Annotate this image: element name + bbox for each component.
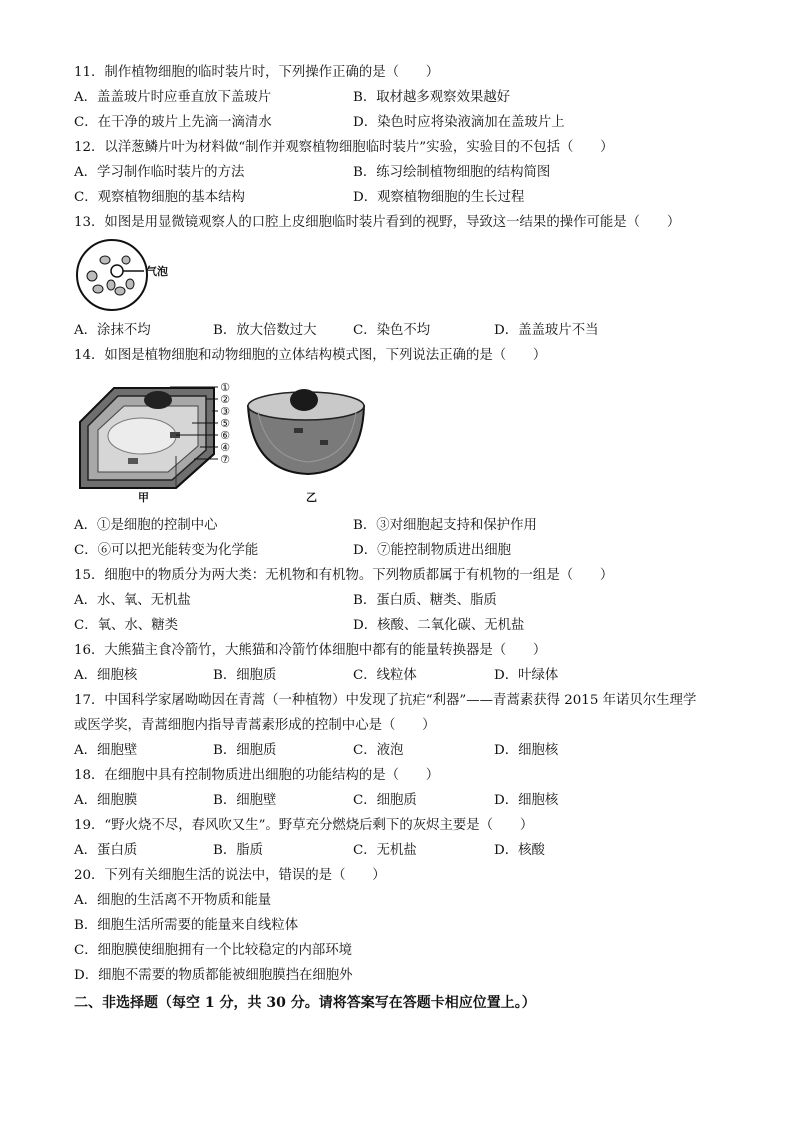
q12-option-b: B．练习绘制植物细胞的结构简图 [353, 165, 551, 180]
q18-option-b: B．细胞壁 [213, 793, 277, 808]
q13-option-d: D．盖盖玻片不当 [494, 323, 599, 338]
bubble-label: 气泡 [146, 265, 168, 278]
q17-option-b: B．细胞质 [213, 743, 277, 758]
structure-number-1: ① [220, 381, 230, 394]
q19-option-b: B．脂质 [213, 843, 264, 858]
plant-cell-diagram [80, 388, 214, 488]
q20-stem: 20．下列有关细胞生活的说法中，错误的是（ ） [74, 868, 386, 883]
q17-option-d: D．细胞核 [494, 743, 559, 758]
q18-option-d: D．细胞核 [494, 793, 559, 808]
cell-shape [100, 256, 110, 264]
q15-option-b: B．蛋白质、糖类、脂质 [353, 593, 497, 608]
q15-option-a: A．水、氧、无机盐 [74, 593, 191, 608]
q18-option-c: C．细胞质 [353, 793, 417, 808]
animal-cell-diagram [248, 389, 364, 474]
q19-option-d: D．核酸 [494, 843, 545, 858]
structure-number-4: ④ [220, 441, 230, 454]
q20-option-c: C．细胞膜使细胞拥有一个比较稳定的内部环境 [74, 943, 353, 958]
q14-cell-structure-figure [72, 374, 392, 506]
q20-option-b: B．细胞生活所需要的能量来自线粒体 [74, 918, 299, 933]
q19-option-a: A．蛋白质 [74, 843, 138, 858]
q11-option-b: B．取材越多观察效果越好 [353, 90, 511, 105]
q14-option-d: D．⑦能控制物质进出细胞 [353, 543, 512, 558]
q13-stem: 13．如图是用显微镜观察人的口腔上皮细胞临时装片看到的视野，导致这一结果的操作可能是（ ） [74, 215, 681, 230]
plant-cell-label: 甲 [138, 491, 149, 504]
q17-option-c: C．液泡 [353, 743, 404, 758]
q16-stem: 16．大熊猫主食冷箭竹，大熊猫和冷箭竹体细胞中都有的能量转换器是（ ） [74, 643, 547, 658]
q14-option-c: C．⑥可以把光能转变为化学能 [74, 543, 259, 558]
q17-stem-line2: 或医学奖，青蒿细胞内指导青蒿素形成的控制中心是（ ） [74, 718, 436, 733]
q12-option-d: D．观察植物细胞的生长过程 [353, 190, 525, 205]
q14-option-b: B．③对细胞起支持和保护作用 [353, 518, 537, 533]
q16-option-d: D．叶绿体 [494, 668, 559, 683]
air-bubble [111, 265, 123, 277]
structure-number-6: ⑥ [220, 429, 230, 442]
q13-option-c: C．染色不均 [353, 323, 431, 338]
q11-option-d: D．染色时应将染液滴加在盖玻片上 [353, 115, 565, 130]
q13-option-b: B．放大倍数过大 [213, 323, 317, 338]
cell-shape [107, 280, 115, 290]
q11-option-a: A．盖盖玻片时应垂直放下盖玻片 [74, 90, 272, 105]
q15-stem: 15．细胞中的物质分为两大类：无机物和有机物。下列物质都属于有机物的一组是（ ） [74, 568, 614, 583]
q19-stem: 19．“野火烧不尽，春风吹又生”。野草充分燃烧后剩下的灰烬主要是（ ） [74, 818, 534, 833]
structure-number-2: ② [220, 393, 230, 406]
q11-option-c: C．在干净的玻片上先滴一滴清水 [74, 115, 272, 130]
structure-number-5: ⑤ [220, 417, 230, 430]
q14-option-a: A．①是细胞的控制中心 [74, 518, 218, 533]
cell-shape [115, 287, 125, 295]
q16-option-c: C．线粒体 [353, 668, 417, 683]
cell-shape [93, 285, 103, 293]
q20-option-d: D．细胞不需要的物质都能被细胞膜挡在细胞外 [74, 968, 353, 983]
structure-number-7: ⑦ [220, 453, 230, 466]
q12-stem: 12．以洋葱鳞片叶为材料做“制作并观察植物细胞临时装片”实验，实验目的不包括（ ） [74, 140, 614, 155]
q12-option-c: C．观察植物细胞的基本结构 [74, 190, 245, 205]
section-2-heading: 二、非选择题（每空 1 分，共 30 分。请将答案写在答题卡相应位置上。） [74, 995, 536, 1011]
cell-shape [122, 256, 130, 264]
cell-shape [87, 271, 97, 281]
cell-shape [126, 279, 134, 289]
q17-stem-line1: 17．中国科学家屠呦呦因在青蒿（一种植物）中发现了抗疟“利器”——青蒿素获得 2015 年诺贝尔生理学 [74, 693, 697, 708]
q19-option-c: C．无机盐 [353, 843, 417, 858]
q14-stem: 14．如图是植物细胞和动物细胞的立体结构模式图，下列说法正确的是（ ） [74, 348, 547, 363]
q17-option-a: A．细胞壁 [74, 743, 138, 758]
q15-option-c: C．氧、水、糖类 [74, 618, 178, 633]
animal-cell-label: 乙 [306, 491, 317, 504]
q18-option-a: A．细胞膜 [74, 793, 138, 808]
q18-stem: 18．在细胞中具有控制物质进出细胞的功能结构的是（ ） [74, 768, 440, 783]
q16-option-a: A．细胞核 [74, 668, 138, 683]
q15-option-d: D．核酸、二氧化碳、无机盐 [353, 618, 525, 633]
q20-option-a: A．细胞的生活离不开物质和能量 [74, 893, 272, 908]
q13-option-a: A．涂抹不均 [74, 323, 151, 338]
q12-option-a: A．学习制作临时装片的方法 [74, 165, 245, 180]
q11-stem: 11．制作植物细胞的临时装片时，下列操作正确的是（ ） [74, 65, 440, 80]
structure-number-3: ③ [220, 405, 230, 418]
q16-option-b: B．细胞质 [213, 668, 277, 683]
q13-microscope-view-figure [74, 238, 194, 314]
